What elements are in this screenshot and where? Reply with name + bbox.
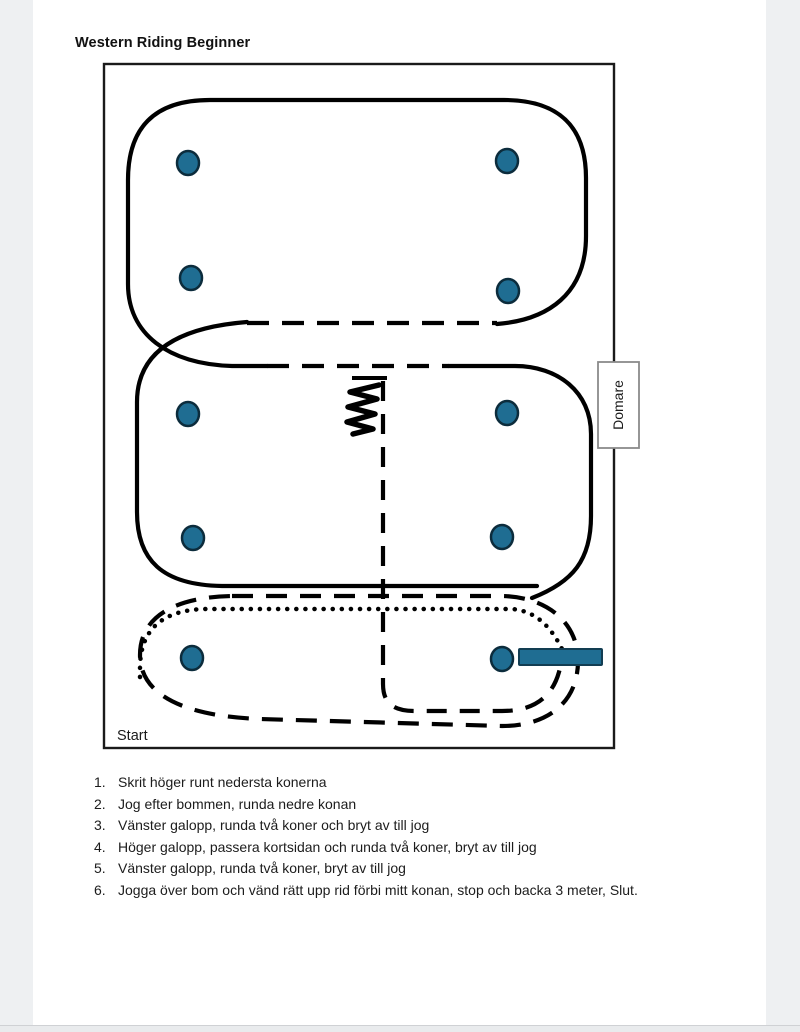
cone-marker: [182, 526, 204, 550]
instruction-number: 6.: [94, 881, 106, 898]
instruction-text: Vänster galopp, runda två koner, bryt av till jog: [118, 860, 406, 876]
instruction-item: [94, 772, 714, 794]
instruction-number: 5.: [94, 860, 106, 876]
instruction-number: 4.: [94, 838, 106, 855]
instruction-text: Jogga över bom och vänd rätt upp rid förbi mitt konan, stop och backa 3 meter, Slut.: [118, 881, 638, 898]
instruction-text: Jog efter bommen, runda nedre konan: [118, 795, 357, 812]
cone-marker: [181, 646, 203, 670]
instruction-item: [94, 858, 714, 880]
bom-pole: [519, 649, 602, 665]
cone-marker: [497, 279, 519, 303]
instruction-item: [94, 794, 714, 816]
instruction-item: [94, 880, 714, 902]
cone-marker: [491, 525, 513, 549]
viewer-bottom-edge: [0, 1025, 800, 1032]
instruction-item: [94, 815, 714, 837]
cone-marker: [177, 151, 199, 175]
page-title: Western Riding Beginner: [75, 35, 251, 51]
instruction-item: [94, 837, 714, 859]
instruction-text: Skrit höger runt nedersta konerna: [118, 774, 327, 790]
start-label: Start: [117, 728, 148, 744]
instruction-number: 3.: [94, 817, 106, 833]
judge-label: Domare: [610, 380, 626, 430]
instruction-text: Vänster galopp, runda två koner och bryt av till jog: [118, 817, 430, 833]
cone-marker: [496, 149, 518, 173]
instruction-list: [94, 772, 714, 901]
instruction-text: Höger galopp, passera kortsidan och runda två koner, bryt av till jog: [118, 838, 537, 855]
cone-marker: [180, 266, 202, 290]
instruction-number: 2.: [94, 795, 106, 812]
cone-marker: [491, 647, 513, 671]
instruction-number: 1.: [94, 774, 106, 790]
cone-marker: [177, 402, 199, 426]
judge-box: [598, 362, 639, 448]
cone-marker: [496, 401, 518, 425]
